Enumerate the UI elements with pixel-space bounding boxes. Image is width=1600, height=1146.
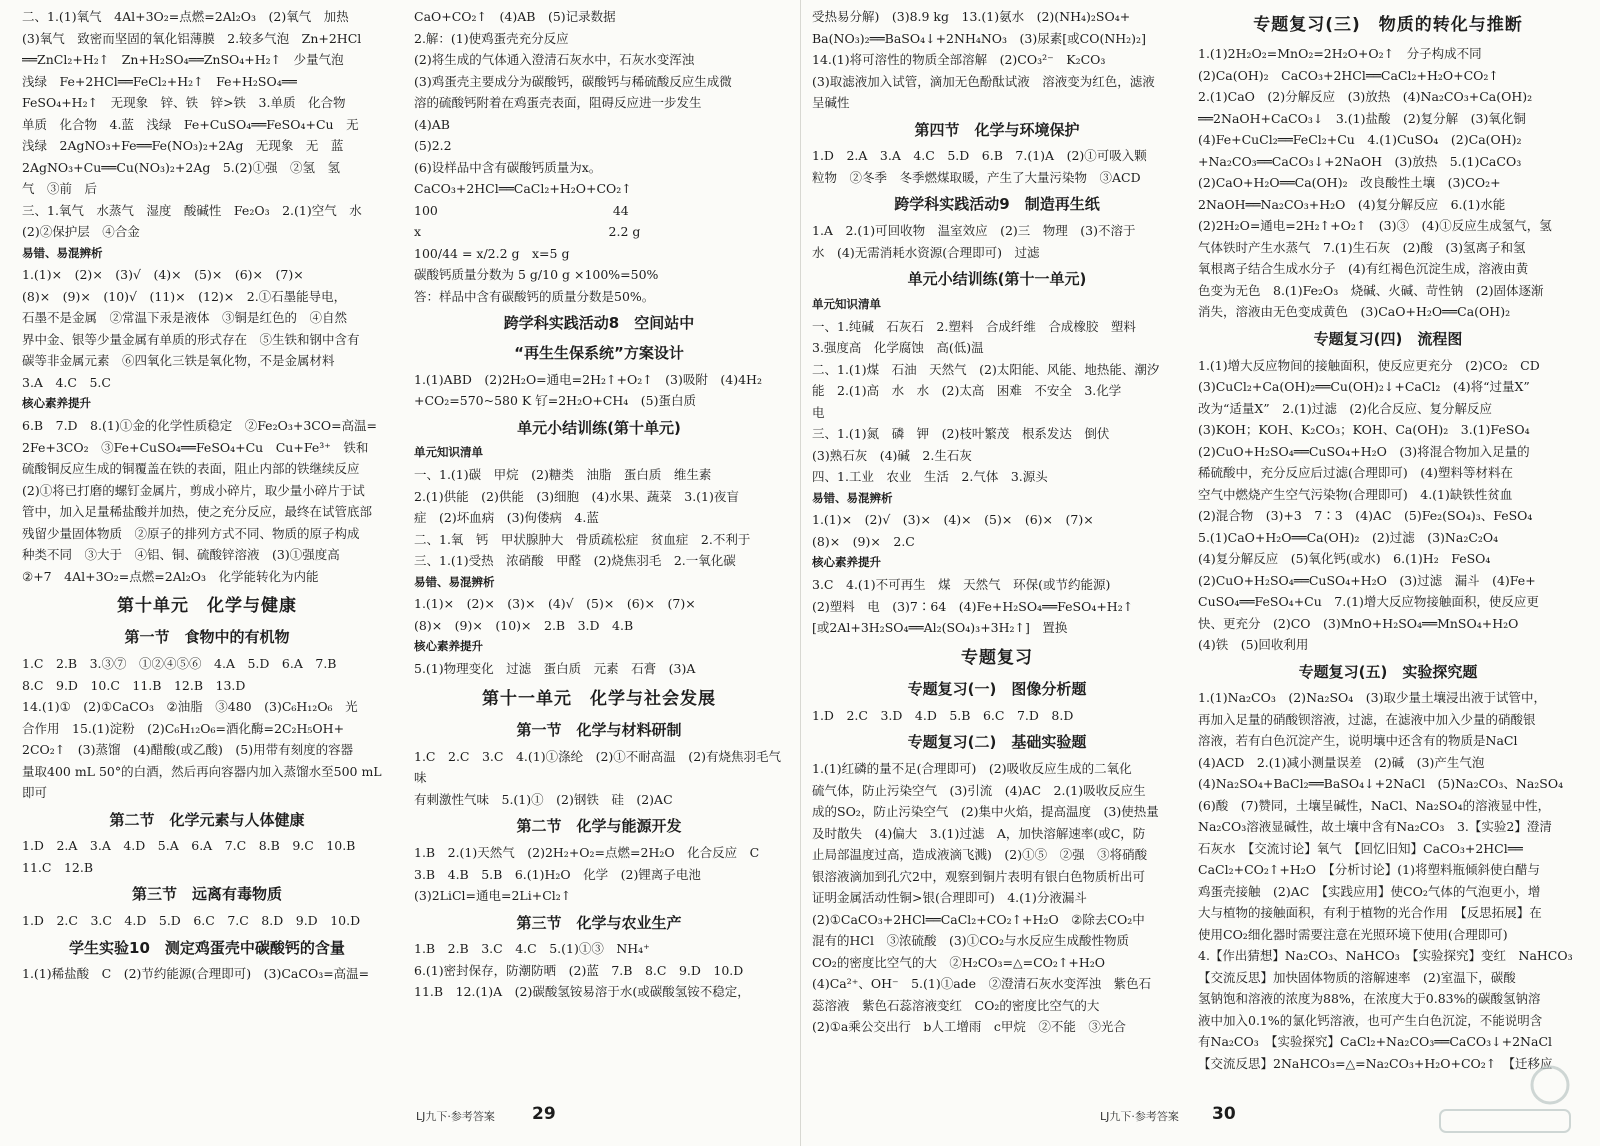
answer-line: 止局部温度过高，造成液滴飞溅) (2)①⑤ ②强 ③将硝酸 (812, 847, 1148, 863)
left-page-footer: LJ九下·参考答案 (416, 1110, 495, 1123)
answer-line: (2)2H₂O=通电=2H₂↑+O₂↑ (3)③ (4)①反应生成氢气，氢 (1198, 218, 1552, 234)
answer-line: 鸡蛋壳接触 (2)AC 【实践应用】使CO₂气体的气泡更小，增 (1198, 883, 1541, 899)
answer-line: (3)熟石灰 (4)碱 2.生石灰 (812, 447, 972, 463)
section-heading: 专题复习(四) 流程图 (1313, 329, 1463, 348)
answer-line: 8.C 9.D 10.C 11.B 12.B 13.D (22, 677, 246, 693)
answer-line: 5.(1)CaO+H₂O══Ca(OH)₂ (2)过滤 (3)Na₂C₂O₄ (1198, 529, 1499, 545)
answer-line: CO₂的密度比空气的大 ②H₂CO₃=△=CO₂↑+H₂O (812, 954, 1106, 970)
answer-line: 改为“适量X” 2.(1)过滤 (2)化合反应、复分解反应 (1198, 400, 1493, 416)
answer-line: 1.(1)红磷的量不足(合理即可) (2)吸收反应生成的二氧化 (812, 761, 1132, 777)
answer-line: 11.C 12.B (22, 859, 94, 875)
answer-line: (6)设样品中含有碳酸钙质量为x。 (414, 159, 602, 175)
answer-line: 二、1.(1)煤 石油 天然气 (2)太阳能、风能、地热能、潮汐 (812, 361, 1160, 377)
answer-line: 2NaOH══Na₂CO₃+H₂O (4)复分解反应 6.(1)水能 (1198, 196, 1506, 212)
answer-line: 溶的硫酸钙附着在鸡蛋壳表面，阻碍反应进一步发生 (414, 95, 702, 110)
answer-line: 答：样品中含有碳酸钙的质量分数是50%。 (414, 288, 655, 304)
answer-line: 碳等非金属元素 ⑥四氧化三铁是氧化物，不是金属材料 (22, 353, 335, 369)
answer-line: Na₂CO₃溶液显碱性，故土壤中含有Na₂CO₃ 3.【实验2】澄清 (1198, 819, 1552, 835)
answer-line: 快、更充分 (2)CO (3)MnO+H₂SO₄══MnSO₄+H₂O (1198, 615, 1519, 631)
answer-line: 1.A 2.(1)可回收物 温室效应 (2)三 物理 (3)不溶于 (812, 223, 1136, 239)
answer-line: 电 (812, 404, 825, 420)
answer-line: 6.(1)密封保存，防潮防晒 (2)蓝 7.B 8.C 9.D 10.D (414, 962, 744, 978)
section-heading: 第三节 化学与农业生产 (516, 913, 682, 932)
answer-line: ══ZnCl₂+H₂↑ Zn+H₂SO₄══ZnSO₄+H₂↑ 少量气泡 (22, 52, 344, 67)
answer-line: 1.D 2.A 3.A 4.C 5.D 6.B 7.(1)A (2)①可吸入颗 (812, 148, 1147, 164)
answer-line: 种类不同 ③大于 ④铝、铜、硫酸锌溶液 (3)①强度高 (22, 547, 340, 563)
answer-line: 稀硫酸中，充分反应后过滤(合理即可) (4)塑料等材料在 (1198, 465, 1513, 481)
answer-line: 3.强度高 化学腐蚀 高(低)温 (812, 340, 984, 356)
answer-line: (4)ACD 2.(1)减小测量误差 (2)碱 (3)产生气泡 (1198, 754, 1485, 770)
section-heading: 第二节 化学与能源开发 (516, 817, 682, 836)
answer-line: (2)将生成的气体通入澄清石灰水中，石灰水变浑浊 (414, 52, 695, 67)
answer-line: 粒物 ②冬季 冬季燃煤取暖，产生了大量污染物 ③ACD (812, 169, 1141, 185)
answer-line: 管中，加入足量稀盐酸并加热，使之充分反应，最终在试管底部 (22, 504, 373, 520)
answer-line: 硫酸铜反应生成的铜覆盖在铁的表面，阻止内部的铁继续反应 (22, 461, 360, 477)
answer-line: 有刺激性气味 5.(1)① (2)钢铁 硅 (2)AC (414, 791, 673, 807)
answer-line: 1.B 2.(1)天然气 (2)2H₂+O₂=点燃=2H₂O 化合反应 C (414, 845, 760, 861)
answer-line: +Na₂CO₃══CaCO₃↓+2NaOH (3)放热 5.(1)CaCO₃ (1198, 153, 1522, 169)
section-heading: 单元小结训练(第十单元) (517, 418, 681, 437)
answer-line: 一、1.纯碱 石灰石 2.塑料 合成纤维 合成橡胶 塑料 (812, 318, 1136, 334)
answer-line: 3.A 4.C 5.C (22, 374, 111, 390)
answer-line: 2CO₂↑ (3)蒸馏 (4)醋酸(或乙酸) (5)用带有刻度的容器 (22, 742, 354, 758)
subsection-label: 易错、易混辨析 (22, 245, 103, 260)
answer-line: (4)AB (414, 116, 450, 132)
answer-line: (2)Ca(OH)₂ CaCO₃+2HCl══CaCl₂+H₂O+CO₂↑ (1198, 67, 1499, 83)
answer-line: 3.C 4.(1)不可再生 煤 天然气 环保(或节约能源) (812, 577, 1111, 593)
answer-line: 11.B 12.(1)A (2)碳酸氢铵易溶于水(或碳酸氢铵不稳定， (414, 984, 750, 1000)
answer-line: 即可 (22, 785, 48, 801)
answer-line: 液中加入0.1%的氯化钙溶液，也可产生白色沉淀，不能说明含 (1198, 1012, 1543, 1028)
answer-line: 1.(1)2H₂O₂=MnO₂=2H₂O+O₂↑ 分子构成不同 (1198, 46, 1482, 62)
answer-line: (8)× (9)× (10)× 2.B 3.D 4.B (414, 617, 634, 633)
answer-line: 2.(1)CaO (2)分解反应 (3)放热 (4)Na₂CO₃+Ca(OH)₂ (1198, 89, 1533, 105)
answer-line: 1.(1)× (2)× (3)× (4)√ (5)× (6)× (7)× (414, 596, 696, 612)
answer-line: 气体铁时产生水蒸气 7.(1)生石灰 (2)酸 (3)氢离子和氢 (1198, 239, 1526, 255)
column-1 (22, 6, 392, 1098)
answer-line: 证明金属活动性铜>银(合理即可) 4.(1)分液漏斗 (812, 890, 1087, 906)
answer-line: 空气中燃烧产生空气污染物(合理即可) 4.(1)缺铁性贫血 (1198, 486, 1513, 502)
answer-line: CaO+CO₂↑ (4)AB (5)记录数据 (414, 9, 616, 24)
answer-line: (2)①a乘公交出行 b人工增雨 c甲烷 ②不能 ③光合 (812, 1019, 1126, 1035)
answer-line: CaCO₃+2HCl══CaCl₂+H₂O+CO₂↑ (414, 181, 632, 196)
answer-line: CuSO₄══FeSO₄+Cu 7.(1)增大反应物接触面积，使反应更 (1198, 594, 1539, 610)
answer-line: (2)①将已打磨的螺钉金属片，剪成小碎片，取少量小碎片于试 (22, 482, 365, 498)
answer-line: 使用CO₂细化器时需要注意在光照环境下使用(合理即可) (1198, 926, 1508, 942)
section-heading: 专题复习 (961, 647, 1033, 668)
answer-line: 溶液，若有白色沉淀产生，说明壤中还含有的物质是NaCl (1198, 733, 1518, 749)
answer-line: 三、1.(1)氮 磷 钾 (2)枝叶繁茂 根系发达 倒伏 (812, 426, 1110, 442)
section-heading: 第一节 食物中的有机物 (124, 628, 290, 647)
answer-line: (2)CuO+H₂SO₄══CuSO₄+H₂O (3)将混合物加入足量的 (1198, 443, 1530, 459)
answer-line: 1.(1)稀盐酸 C (2)节约能源(合理即可) (3)CaCO₃=高温= (22, 966, 370, 982)
answer-line: 4.【作出猜想】Na₂CO₃、NaHCO₃ 【实验探究】变红 NaHCO₃ (1198, 948, 1573, 964)
answer-line: (5)2.2 (414, 138, 452, 153)
answer-line: Ba(NO₃)₂══BaSO₄↓+2NH₄NO₃ (3)尿素[或CO(NH₂)₂] (812, 30, 1146, 46)
section-heading: 第三节 远离有毒物质 (131, 885, 282, 904)
subsection-label: 单元知识清单 (812, 296, 881, 311)
answer-line: (3)鸡蛋壳主要成分为碳酸钙，碳酸钙与稀硫酸反应生成微 (414, 73, 732, 89)
answer-line: 1.(1)ABD (2)2H₂O=通电=2H₂↑+O₂↑ (3)吸附 (4)4H₂ (414, 371, 762, 387)
section-heading: 跨学科实践活动9 制造再生纸 (894, 195, 1100, 214)
section-heading: 第二节 化学元素与人体健康 (109, 810, 305, 829)
column-3 (812, 6, 1182, 1098)
answer-line: 二、1.(1)氧气 4Al+3O₂=点燃=2Al₂O₃ (2)氧气 加热 (22, 9, 349, 24)
answer-line: 1.C 2.C 3.C 4.(1)①涤纶 (2)①不耐高温 (2)有烧焦羽毛气味 (414, 748, 782, 786)
column-4 (1198, 6, 1578, 1098)
answer-line: 有Na₂CO₃ 【实验探究】CaCl₂+Na₂CO₃══CaCO₃↓+2NaCl (1198, 1034, 1553, 1050)
section-heading: “再生生保系统”方案设计 (514, 343, 684, 362)
answer-line: 四、1.工业 农业 生活 2.气体 3.源头 (812, 469, 1048, 485)
subsection-label: 单元知识清单 (414, 445, 483, 460)
answer-line: 单质 化合物 4.蓝 浅绿 Fe+CuSO₄══FeSO₄+Cu 无 (22, 116, 359, 132)
answer-line: 1.(1)增大反应物间的接触面积，使反应更充分 (2)CO₂ CD (1198, 357, 1540, 373)
section-heading: 学生实验10 测定鸡蛋壳中碳酸钙的含量 (69, 938, 345, 957)
answer-line: +CO₂=570~580 K 钌=2H₂O+CH₄ (5)蛋白质 (414, 393, 696, 409)
answer-line: (8)× (9)× (10)√ (11)× (12)× 2.①石墨能导电， (22, 288, 347, 304)
answer-line: (2)混合物 (3)+3 7∶3 (4)AC (5)Fe₂(SO₄)₃、FeSO₄ (1198, 508, 1533, 524)
column-2 (414, 6, 784, 1098)
answer-line: 混有的HCl ③浓硫酸 (3)①CO₂与水反应生成酸性物质 (812, 933, 1129, 949)
section-heading: 单元小结训练(第十一单元) (907, 270, 1087, 289)
answer-line: (2)①CaCO₃+2HCl══CaCl₂+CO₂↑+H₂O ②除去CO₂中 (812, 911, 1145, 927)
subsection-label: 核心素养提升 (22, 396, 91, 411)
section-heading: 第十一单元 化学与社会发展 (482, 688, 716, 709)
section-heading: 跨学科实践活动8 空间站中 (503, 314, 695, 332)
answer-line: 水 (4)无需消耗水资源(合理即可) 过滤 (812, 244, 1040, 260)
answer-line: ══2NaOH+CaCO₃↓ 3.(1)盐酸 (2)复分解 (3)氧化铜 (1198, 110, 1526, 126)
answer-line: (4)铁 (5)回收利用 (1198, 637, 1309, 653)
answer-line: ②+7 4Al+3O₂=点燃=2Al₂O₃ 化学能转化为内能 (22, 568, 319, 584)
answer-line: 受热易分解) (3)8.9 kg 13.(1)氨水 (2)(NH₄)₂SO₄+ (812, 9, 1131, 24)
answer-line: (6)酸 (7)赞同，土壤呈碱性，NaCl、Na₂SO₄的溶液显中性， (1198, 797, 1551, 813)
answer-line: (3)KOH；KOH、K₂CO₃；KOH、Ca(OH)₂ 3.(1)FeSO₄ (1198, 422, 1530, 438)
answer-line: 1.(1)× (2)× (3)√ (4)× (5)× (6)× (7)× (22, 267, 304, 283)
answer-line: (4)Na₂SO₄+BaCl₂══BaSO₄↓+2NaCl (5)Na₂CO₃、Na₂SO₄ (1198, 776, 1564, 792)
section-heading: 专题复习(三) 物质的转化与推断 (1253, 15, 1523, 35)
section-heading: 专题复习(五) 实验探究题 (1298, 662, 1478, 681)
watermark-logo (1430, 1060, 1580, 1140)
answer-line: 呈碱性 (812, 95, 850, 110)
answer-line: (4)Fe+CuCl₂══FeCl₂+Cu 4.(1)CuSO₄ (2)Ca(OH)₂ (1198, 132, 1522, 148)
answer-line: 硫气体，防止污染空气 (3)引流 (4)AC 2.(1)吸收反应生 (812, 782, 1146, 798)
answer-line: 100/44 = x/2.2 g x=5 g (414, 245, 570, 261)
answer-line: 浅绿 2AgNO₃+Fe══Fe(NO₃)₂+2Ag 无现象 无 蓝 (22, 138, 344, 153)
answer-line: x 2.2 g (414, 224, 641, 239)
answer-line: 【交流反思】2NaHCO₃=△=Na₂CO₃+H₂O+CO₂↑ 【迁移应 (1198, 1055, 1553, 1071)
answer-line: 14.(1)将可溶性的物质全部溶解 (2)CO₃²⁻ K₂CO₃ (812, 52, 1106, 67)
right-page-footer: LJ九下·参考答案 (1100, 1110, 1179, 1123)
answer-line: 合作用 15.(1)淀粉 (2)C₆H₁₂O₆=酒化酶=2C₂H₅OH+ (22, 720, 345, 736)
answer-line: 界中金、银等少量金属有单质的形式存在 ⑤生铁和钢中含有 (22, 331, 360, 347)
answer-line: 消失，溶液由无色变成黄色 (3)CaO+H₂O══Ca(OH)₂ (1198, 304, 1511, 320)
subsection-label: 核心素养提升 (414, 639, 483, 654)
answer-line: 残留少量固体物质 ②原子的排列方式不同、物质的原子构成 (22, 525, 360, 541)
answer-line: FeSO₄+H₂↑ 无现象 锌、铁 锌>铁 3.单质 化合物 (22, 95, 346, 110)
page-gutter (800, 0, 801, 1146)
answer-line: (3)氧气 致密而坚固的氧化铝薄膜 2.较多气泡 Zn+2HCl (22, 30, 362, 46)
answer-line: 1.(1)Na₂CO₃ (2)Na₂SO₄ (3)取少量土壤浸出液于试管中， (1198, 690, 1546, 706)
answer-line: 1.D 2.C 3.C 4.D 5.D 6.C 7.C 8.D 9.D 10.D (22, 913, 361, 929)
subsection-label: 易错、易混辨析 (812, 490, 893, 505)
answer-line: 成的SO₂，防止污染空气 (2)集中火焰，提高温度 (3)使热量 (812, 804, 1159, 820)
answer-line: 二、1.氧 钙 甲状腺肿大 骨质疏松症 贫血症 2.不利于 (414, 531, 751, 547)
answer-line: (2)塑料 电 (3)7∶64 (4)Fe+H₂SO₄══FeSO₄+H₂↑ (812, 598, 1134, 614)
answer-line: 量取400 mL 50°的白酒，然后再向容器内加入蒸馏水至500 mL (22, 763, 382, 779)
answer-line: [或2Al+3H₂SO₄══Al₂(SO₄)₃+3H₂↑] 置换 (812, 620, 1068, 636)
answer-line: 石墨不是金属 ②常温下汞是液体 ③铜是红色的 ④自然 (22, 310, 348, 326)
answer-line: 【交流反思】加快固体物质的溶解速率 (2)室温下，碳酸 (1198, 969, 1516, 985)
section-heading: 专题复习(二) 基础实验题 (907, 733, 1087, 752)
answer-line: 石灰水 【交流讨论】氧气 【回忆旧知】CaCO₃+2HCl══ (1198, 840, 1523, 856)
answer-line: 再加入足量的硝酸钡溶液，过滤，在滤液中加入少量的硝酸银 (1198, 711, 1536, 727)
left-page-number: 29 (532, 1104, 556, 1124)
answer-line: 5.(1)物理变化 过滤 蛋白质 元素 石膏 (3)A (414, 661, 696, 677)
answer-line: 1.(1)× (2)√ (3)× (4)× (5)× (6)× (7)× (812, 512, 1094, 528)
answer-line: (2)②保护层 ④合金 (22, 224, 140, 239)
answer-line: 14.(1)① (2)①CaCO₃ ②油脂 ③480 (3)C₆H₁₂O₆ 光 (22, 699, 358, 715)
answer-line: 1.C 2.B 3.③⑦ ①②④⑤⑥ 4.A 5.D 6.A 7.B (22, 656, 337, 672)
answer-line: (3)2LiCl=通电=2Li+Cl₂↑ (414, 888, 572, 904)
answer-line: 1.D 2.A 3.A 4.D 5.A 6.A 7.C 8.B 9.C 10.B (22, 838, 356, 854)
subsection-label: 核心素养提升 (812, 555, 881, 570)
answer-line: 2AgNO₃+Cu══Cu(NO₃)₂+2Ag 5.(2)①强 ②氢 氢 (22, 159, 340, 175)
answer-line: 氧根离子结合生成水分子 (4)有红褐色沉淀生成，溶液由黄 (1198, 261, 1529, 277)
section-heading: 专题复习(一) 图像分析题 (907, 679, 1087, 698)
answer-line: 3.B 4.B 5.B 6.(1)H₂O 化学 (2)锂离子电池 (414, 866, 701, 882)
answer-line: CaCl₂+CO₂↑+H₂O 【分析讨论】(1)将塑料瓶倾斜使白醋与 (1198, 862, 1540, 878)
answer-line: 2.(1)供能 (2)供能 (3)细胞 (4)水果、蔬菜 3.(1)夜盲 (414, 488, 739, 504)
answer-line: (4)复分解反应 (5)氧化钙(或水) 6.(1)H₂ FeSO₄ (1198, 551, 1491, 567)
answer-line: 1.D 2.C 3.D 4.D 5.B 6.C 7.D 8.D (812, 707, 1074, 723)
answer-line: 100 44 (414, 202, 629, 218)
answer-line: 浅绿 Fe+2HCl══FeCl₂+H₂↑ Fe+H₂SO₄══ (22, 73, 297, 89)
section-heading: 第一节 化学与材料研制 (516, 720, 682, 739)
answer-line: 三、1.氧气 水蒸气 湿度 酸碱性 Fe₂O₃ 2.(1)空气 水 (22, 202, 362, 218)
right-page-number: 30 (1212, 1104, 1236, 1124)
answer-line: (2)CuO+H₂SO₄══CuSO₄+H₂O (3)过滤 漏斗 (4)Fe+ (1198, 572, 1536, 588)
answer-line: (8)× (9)× 2.C (812, 533, 915, 549)
answer-line: 三、1.(1)受热 浓硝酸 甲醛 (2)烧焦羽毛 2.一氧化碳 (414, 553, 736, 569)
answer-line: 症 (2)坏血病 (3)佝偻病 4.蓝 (414, 510, 599, 526)
answer-line: 一、1.(1)碳 甲烷 (2)糖类 油脂 蛋白质 维生素 (414, 467, 712, 483)
section-heading: 第四节 化学与环境保护 (914, 120, 1080, 139)
answer-line: (2)CaO+H₂O══Ca(OH)₂ 改良酸性土壤 (3)CO₂+ (1198, 175, 1501, 191)
answer-line: 氢钠饱和溶液的浓度为88%，在浓度大于0.83%的碳酸氢钠溶 (1198, 991, 1541, 1007)
answer-line: 大与植物的接触面积，有利于植物的光合作用 【反思拓展】在 (1198, 905, 1542, 921)
answer-line: 及时散失 (4)偏大 3.(1)过滤 A，加快溶解速率(或C，防 (812, 825, 1146, 841)
answer-line: 蕊溶液 紫色石蕊溶液变红 CO₂的密度比空气的大 (812, 997, 1100, 1013)
answer-line: 碳酸钙质量分数为 5 g/10 g ×100%=50% (414, 267, 659, 282)
answer-line: (3)CuCl₂+Ca(OH)₂══Cu(OH)₂↓+CaCl₂ (4)将“过量X” (1198, 379, 1530, 395)
subsection-label: 易错、易混辨析 (414, 574, 495, 589)
answer-line: 色变为无色 8.(1)Fe₂O₃ 烧碱、火碱、苛性钠 (2)固体逐渐 (1198, 282, 1544, 298)
answer-line: (4)Ca²⁺、OH⁻ 5.(1)①ade ②澄清石灰水变浑浊 紫色石 (812, 976, 1152, 992)
answer-line: 能 2.(1)高 水 水 (2)太高 困难 不安全 3.化学 (812, 383, 1122, 399)
answer-line: 气 ③前 后 (22, 181, 98, 196)
answer-line: 2.解：(1)使鸡蛋壳充分反应 (414, 30, 569, 46)
answer-line: 1.B 2.B 3.C 4.C 5.(1)①③ NH₄⁺ (414, 941, 650, 957)
answer-line: 6.B 7.D 8.(1)①金的化学性质稳定 ②Fe₂O₃+3CO=高温= (22, 418, 378, 434)
section-heading: 第十单元 化学与健康 (117, 596, 297, 617)
answer-line: (3)取滤液加入试管，滴加无色酚酞试液 溶液变为红色，滤液 (812, 73, 1155, 89)
answer-line: 银溶液滴加到孔穴2中，观察到铜片表明有银白色物质析出可 (812, 868, 1145, 884)
answer-line: 2Fe+3CO₂ ③Fe+CuSO₄══FeSO₄+Cu Cu+Fe³⁺ 铁和 (22, 439, 369, 455)
